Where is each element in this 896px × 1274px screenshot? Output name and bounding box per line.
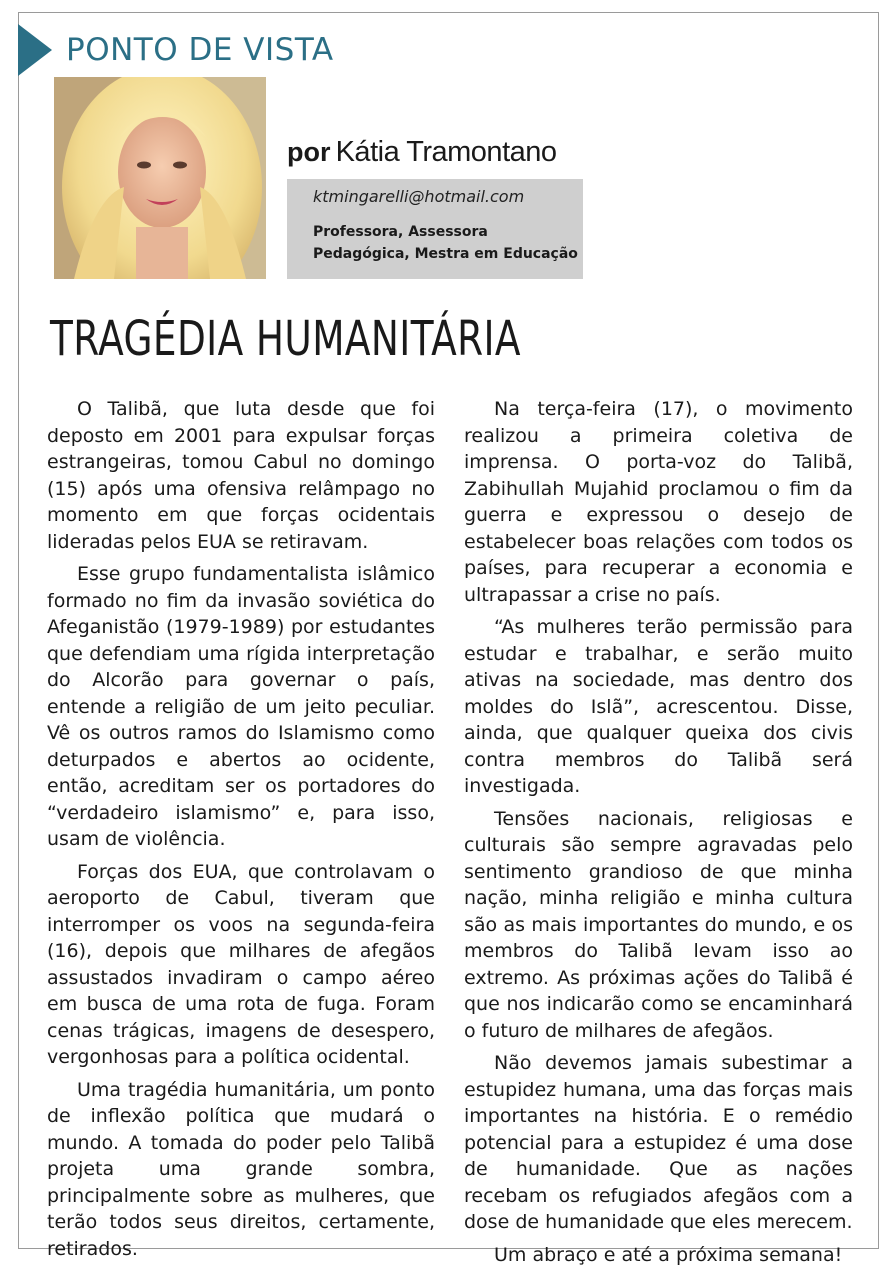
section-title: PONTO DE VISTA <box>66 32 334 68</box>
author-photo <box>54 77 266 279</box>
article-column-left <box>47 396 435 1268</box>
paragraph: Forças dos EUA, que controlavam o aeroporto de Cabul, tiveram que interromper os voos na segunda-feira (16), depois que milhares de afegãos assustados invadiram o campo aéreo em busca de uma rota de fuga. Foram cenas trágicas, imagens de desespero, vergonhosas para a política ocidental. <box>47 860 435 1068</box>
paragraph: Na terça-feira (17), o movimento realizou a primeira coletiva de imprensa. O porta-voz do Talibã, Zabihullah Mujahid proclamou o fim da guerra e expressou o desejo de estabelecer boas relações com todos os países, para recuperar a economia e ultrapassar a crise no país. <box>464 398 853 606</box>
author-email[interactable]: ktmingarelli@hotmail.com <box>313 187 525 206</box>
author-name: Kátia Tramontano <box>335 136 557 168</box>
article-headline: TRAGÉDIA HUMANITÁRIA <box>50 311 521 367</box>
author-credentials <box>313 221 583 265</box>
paragraph: Não devemos jamais subestimar a estupidez humana, uma das forças mais importantes na história. E o remédio potencial para a estupidez é uma dose de humanidade. Que as nações recebam os refugiados afegãos com a dose de humanidade que eles merecem. <box>464 1052 853 1233</box>
credentials-line: Professora, Assessora <box>313 224 488 240</box>
author-info-box <box>287 179 583 279</box>
paragraph: “As mulheres terão permissão para estudar e trabalhar, e serão muito ativas na sociedade, mas dentro dos moldes do Islã”, acrescentou. Disse, ainda, que qualquer queixa dos civis contra membros do Talibã será investigada. <box>464 616 853 797</box>
author-byline <box>287 132 557 176</box>
paragraph: Uma tragédia humanitária, um ponto de inflexão política que mudará o mundo. A tomada do poder pelo Talibã projeta uma grande sombra, principalmente sobre as mulheres, que terão todos seus direitos, certamente, retirados. <box>47 1078 435 1260</box>
paragraph: O Talibã, que luta desde que foi deposto em 2001 para expulsar forças estrangeiras, tomou Cabul no domingo (15) após uma ofensiva relâmpago no momento em que forças ocidentais lideradas pelos EUA se retiravam. <box>47 398 435 553</box>
byline-prefix: por <box>287 137 331 167</box>
paragraph: Um abraço e até a próxima semana! <box>494 1243 843 1266</box>
credentials-line: Pedagógica, Mestra em Educação <box>313 246 578 262</box>
article-column-right <box>464 396 853 1274</box>
section-arrow-icon <box>18 24 52 76</box>
paragraph: Tensões nacionais, religiosas e culturais são sempre agravadas pelo sentimento grandioso de que minha nação, minha religião e minha cultura são as mais importantes do mundo, e os membros do Talibã levam isso ao extremo. As próximas ações do Talibã é que nos indicarão como se encaminhará o futuro de milhares de afegãos. <box>464 807 853 1042</box>
paragraph: Esse grupo fundamentalista islâmico formado no fim da invasão soviética do Afeganistão (1979-1989) por estudantes que defendiam uma rígida interpretação do Alcorão para governar o país, entende a religião de um jeito peculiar. Vê os outros ramos do Islamismo como deturpados e abertos ao ocidente, então, acreditam ser os portadores do “verdadeiro islamismo” e, para isso, usam de violência. <box>47 563 435 850</box>
